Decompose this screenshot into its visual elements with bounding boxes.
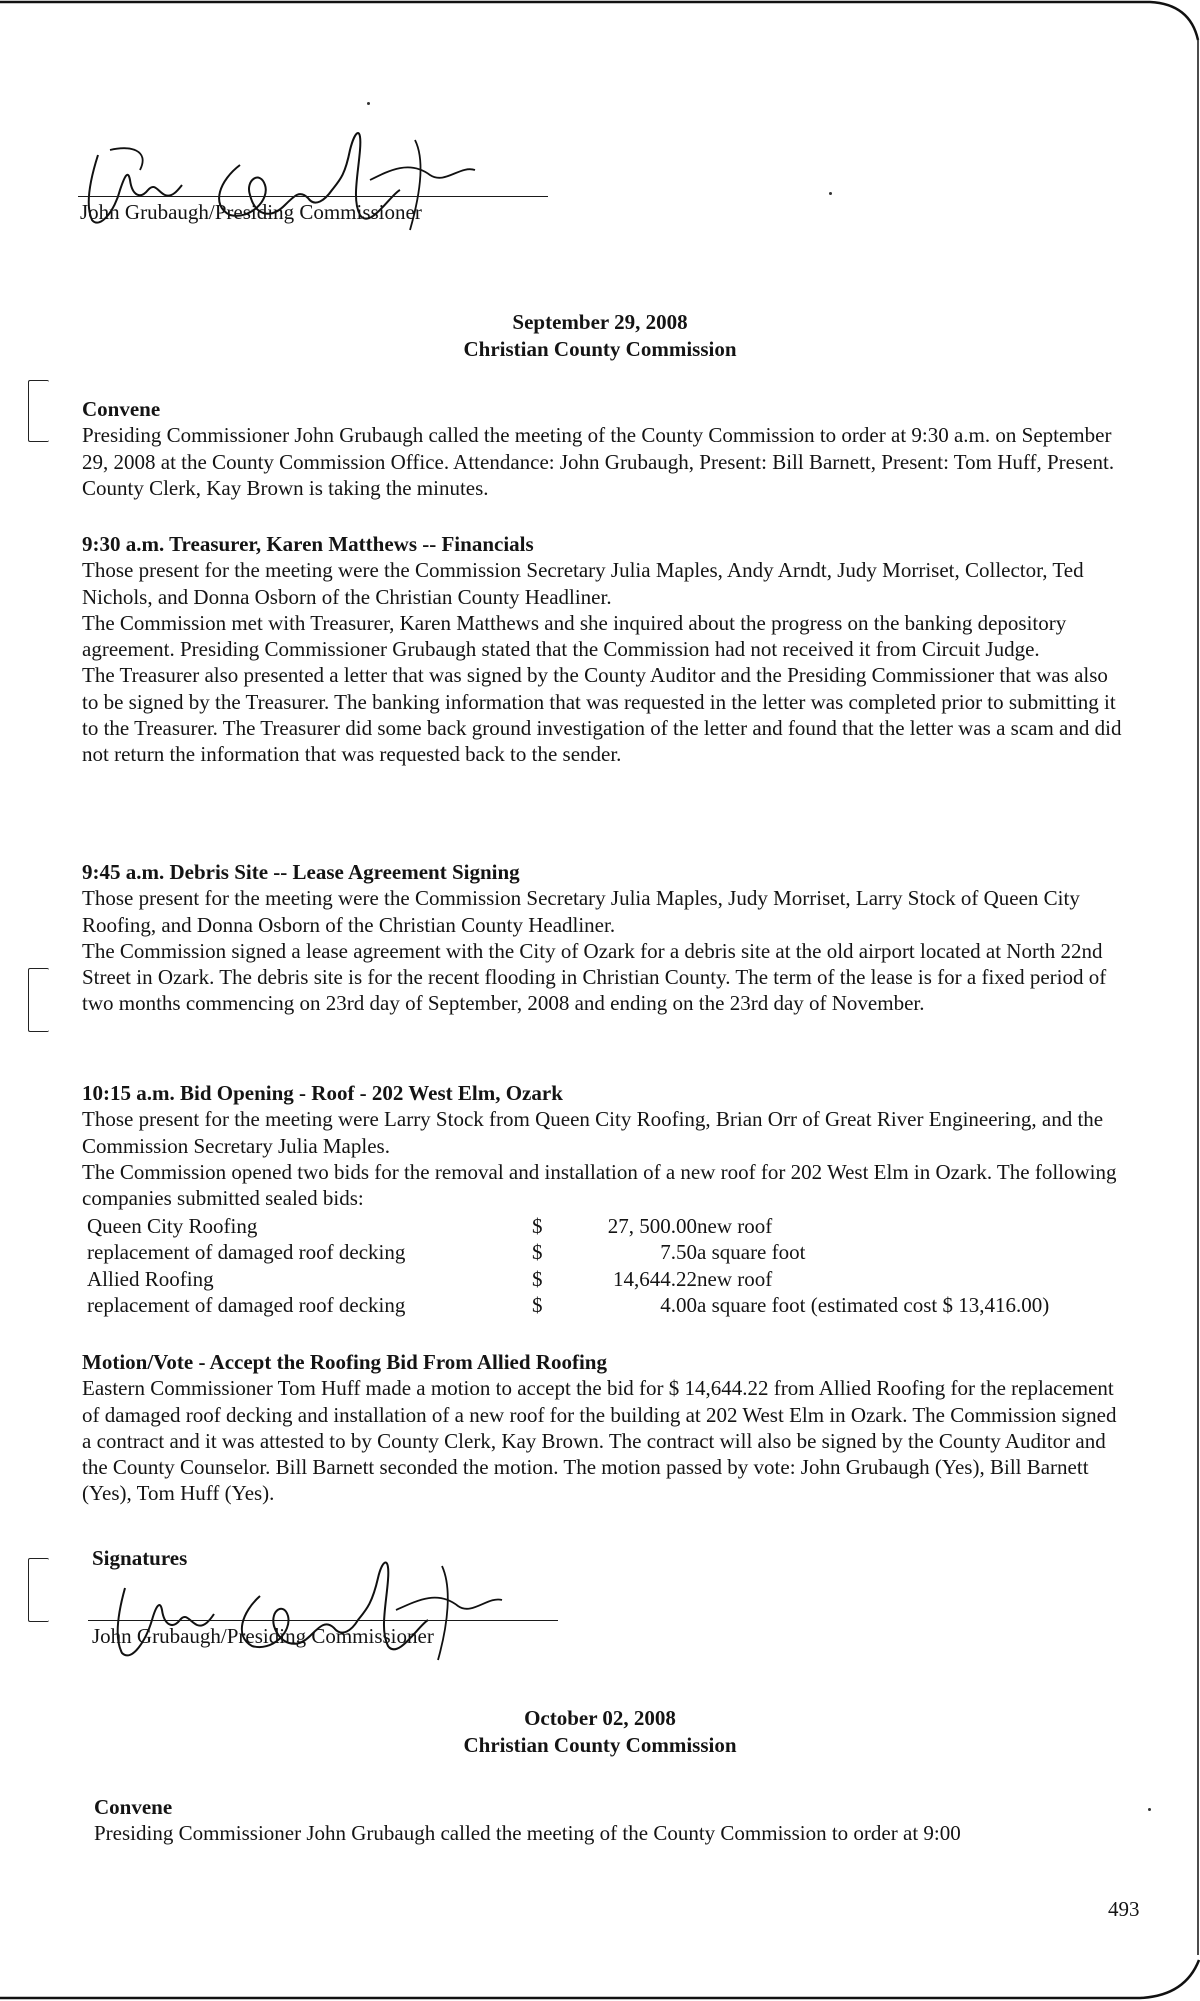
section-bid-opening (82, 1080, 1122, 1211)
bid-amount: 14,644.22 (613, 1266, 697, 1291)
paragraph: Those present for the meeting were the Commission Secretary Julia Maples, Judy Morriset, Larry Stock of Queen City Roofing, and Donna Osborn of the Christian County Headliner. (82, 886, 1080, 937)
paragraph: Those present for the meeting were the Commission Secretary Julia Maples, Andy Arndt, Judy Morriset, Collector, Ted Nichols, and Donna Osborn of the Christian County Headliner. (82, 558, 1084, 609)
signature-line (88, 1620, 558, 1621)
section-convene-2 (94, 1794, 1134, 1847)
signature-line (78, 196, 548, 197)
bid-item: Queen City Roofing (87, 1214, 258, 1238)
paragraph: Those present for the meeting were Larry Stock from Queen City Roofing, Brian Orr of Great River Engineering, and the Commission Secretary Julia Maples. (82, 1107, 1104, 1158)
bid-currency: $ (532, 1214, 543, 1238)
paragraph: The Treasurer also presented a letter that was signed by the County Auditor and the Presiding Commissioner that was also to be signed by the Treasurer. The banking information that was requested in the letter was completed prior to submitting it to the Treasurer. The Treasurer did some back ground investigation of the letter and found that the letter was a scam and did not return the information that was requested back to the sender. (82, 663, 1122, 767)
bid-unit: new roof (697, 1266, 773, 1291)
bid-amount: 4.00 (660, 1292, 697, 1317)
bid-currency: $ (532, 1240, 543, 1265)
margin-bracket (28, 1558, 49, 1622)
bid-item: Allied Roofing (87, 1266, 214, 1291)
meeting1-date: September 29, 2008 (512, 310, 688, 334)
bid-unit: a square foot (estimated cost $ 13,416.00) (697, 1292, 1050, 1317)
signature-name-line: John Grubaugh/Presiding Commissioner (92, 1624, 434, 1648)
bid-unit: new roof (697, 1214, 773, 1238)
paragraph: The Commission signed a lease agreement with the City of Ozark for a debris site at the old airport located at North 22nd Street in Ozark. The debris site is for the recent flooding in Christian County. The term of the lease is for a fixed period of two months commencing on 23rd day of September, 2008 and ending on the 23rd day of November. (82, 938, 1107, 1016)
section-heading: 9:45 a.m. Debris Site -- Lease Agreement Signing (82, 860, 520, 884)
paragraph: Eastern Commissioner Tom Huff made a motion to accept the bid for $ 14,644.22 from Allied Roofing for the replacement of damaged roof decking and installation of a new roof for the building at 202 West Elm in Ozark. The Commission signed a contract and it was attested to by County Clerk, Kay Brown. The contract will also be signed by the County Auditor and the County Counselor. Bill Barnett seconded the motion. The motion passed by vote: John Grubaugh (Yes), Bill Barnett (Yes), Tom Huff (Yes). (82, 1376, 1117, 1506)
bid-amount: 7.50 (660, 1240, 697, 1265)
scan-speck (829, 192, 832, 195)
section-convene (82, 396, 1122, 501)
section-heading: Motion/Vote - Accept the Roofing Bid From Allied Roofing (82, 1350, 607, 1374)
scan-speck (1148, 1808, 1151, 1811)
paragraph: The Commission met with Treasurer, Karen Matthews and she inquired about the progress on the banking depository agreement. Presiding Commissioner Grubaugh stated that the Commission had not received it from Circuit Judge. (82, 610, 1067, 662)
bid-currency: $ (532, 1266, 543, 1291)
section-motion-vote (82, 1349, 1122, 1507)
section-heading: Convene (82, 397, 161, 421)
meeting1-body: Christian County Commission (463, 337, 737, 361)
margin-bracket (28, 968, 49, 1032)
bid-currency: $ (532, 1292, 543, 1317)
margin-bracket (28, 380, 49, 442)
bid-amount: 27, 500.00 (607, 1214, 697, 1238)
page-number: 493 (1108, 1897, 1140, 1921)
bid-item: replacement of damaged roof decking (87, 1292, 406, 1317)
section-heading: Convene (94, 1795, 173, 1819)
paragraph: Presiding Commissioner John Grubaugh called the meeting of the County Commission to order at 9:00 (94, 1821, 961, 1846)
top-edge-line (0, 2, 1198, 40)
bid-unit: a square foot (697, 1240, 806, 1265)
section-debris-site (82, 859, 1122, 1017)
paragraph: The Commission opened two bids for the removal and installation of a new roof for 202 West Elm in Ozark. The following companies submitted sealed bids: (82, 1159, 1117, 1211)
section-heading: Signatures (92, 1546, 188, 1570)
signature-name-line: John Grubaugh/Presiding Commissioner (80, 200, 422, 224)
handwritten-signature-icon (100, 1548, 520, 1668)
paragraph: Presiding Commissioner John Grubaugh called the meeting of the County Commission to order at 9:30 a.m. on September 29, 2008 at the County Commission Office. Attendance: John Grubaugh, Present: Bill Barnett, Present: Tom Huff, Present. County Clerk, Kay Brown is taking the minutes. (82, 423, 1115, 500)
meeting2-date: October 02, 2008 (524, 1706, 676, 1730)
scan-speck (367, 102, 370, 105)
meeting2-body: Christian County Commission (463, 1733, 737, 1757)
section-heading: 9:30 a.m. Treasurer, Karen Matthews -- Financials (82, 532, 534, 556)
bid-item: replacement of damaged roof decking (87, 1240, 406, 1265)
bottom-edge-line (0, 1960, 1199, 1998)
section-treasurer (82, 531, 1122, 768)
section-heading: 10:15 a.m. Bid Opening - Roof - 202 West Elm, Ozark (82, 1081, 563, 1105)
